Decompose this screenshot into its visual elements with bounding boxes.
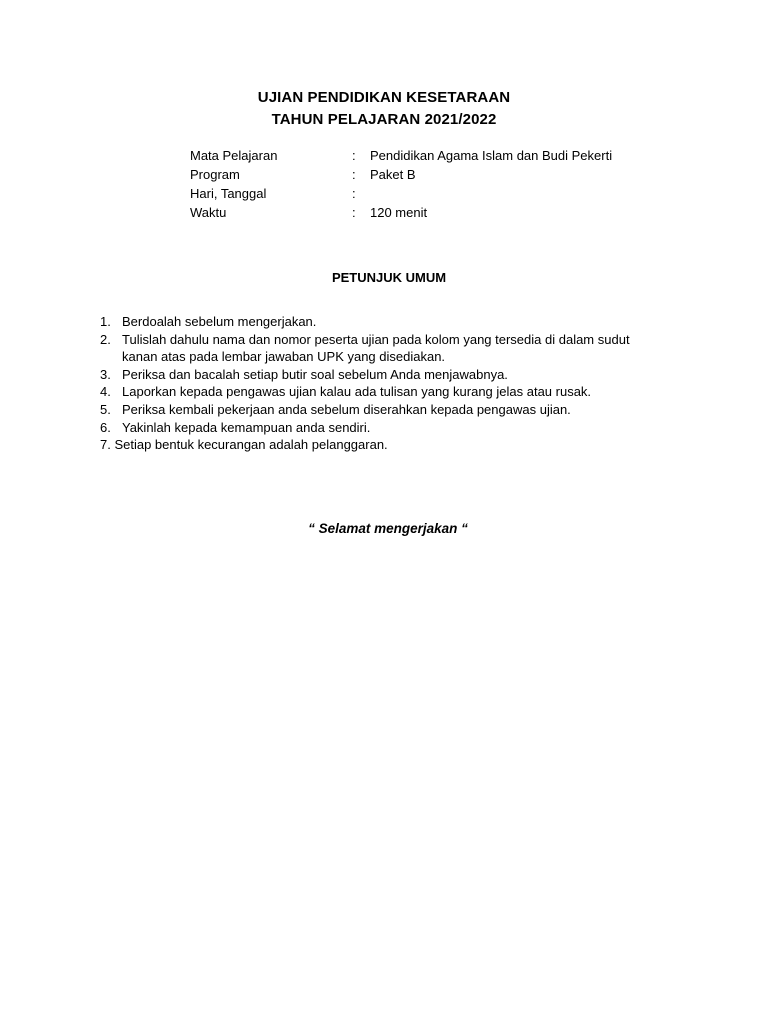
info-label: Mata Pelajaran bbox=[190, 148, 278, 163]
list-item-number: 4. bbox=[100, 384, 111, 400]
info-label: Hari, Tanggal bbox=[190, 186, 267, 201]
info-row-date bbox=[190, 184, 670, 203]
instructions-list bbox=[100, 313, 660, 454]
info-row-duration bbox=[190, 203, 670, 222]
info-value: Paket B bbox=[370, 167, 416, 182]
info-row-subject bbox=[190, 146, 670, 165]
document-title-line1: UJIAN PENDIDIKAN KESETARAAN bbox=[257, 89, 511, 106]
list-item-number: 3. bbox=[100, 366, 111, 382]
info-row-program bbox=[190, 165, 670, 184]
exam-info-table bbox=[190, 146, 670, 222]
info-colon: : bbox=[352, 186, 356, 201]
list-item bbox=[100, 313, 660, 331]
list-item bbox=[100, 401, 660, 419]
list-item-text: Periksa kembali pekerjaan anda sebelum diserahkan kepada pengawas ujian. bbox=[122, 401, 571, 417]
info-colon: : bbox=[352, 205, 356, 220]
list-item bbox=[100, 383, 660, 401]
info-value: Pendidikan Agama Islam dan Budi Pekerti bbox=[370, 148, 613, 163]
list-item-text: Yakinlah kepada kemampuan anda sendiri. bbox=[122, 419, 371, 435]
list-item-text: Tulislah dahulu nama dan nomor peserta ujian pada kolom yang tersedia di dalam sudut kanan atas pada lembar jawaban UPK yang disediakan. bbox=[122, 331, 630, 365]
list-item-text: Berdoalah sebelum mengerjakan. bbox=[122, 314, 317, 329]
list-item-last: 7. Setiap bentuk kecurangan adalah pelanggaran. bbox=[100, 437, 388, 453]
info-label: Waktu bbox=[190, 205, 227, 220]
list-item-text: Periksa dan bacalah setiap butir soal sebelum Anda menjawabnya. bbox=[122, 366, 508, 382]
list-item-number: 1. bbox=[100, 314, 111, 329]
info-label: Program bbox=[190, 167, 240, 182]
list-item-text: Laporkan kepada pengawas ujian kalau ada tulisan yang kurang jelas atau rusak. bbox=[122, 384, 592, 400]
closing-message: “ Selamat mengerjakan “ bbox=[308, 521, 468, 536]
section-heading: PETUNJUK UMUM bbox=[331, 270, 447, 285]
document-title-line2: TAHUN PELAJARAN 2021/2022 bbox=[271, 111, 497, 128]
list-item bbox=[100, 331, 660, 366]
info-value: 120 menit bbox=[370, 205, 428, 220]
list-item bbox=[100, 419, 660, 437]
info-colon: : bbox=[352, 148, 356, 163]
list-item-number: 6. bbox=[100, 419, 111, 435]
list-item-number: 2. bbox=[100, 331, 111, 347]
info-colon: : bbox=[352, 167, 356, 182]
list-item-number: 5. bbox=[100, 401, 111, 417]
list-item bbox=[100, 366, 660, 384]
